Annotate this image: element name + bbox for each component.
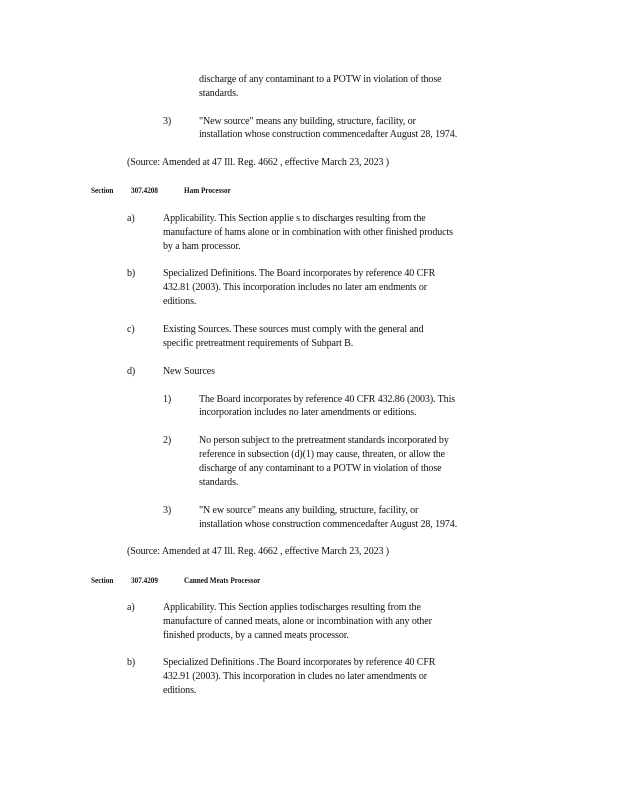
item-letter: b) <box>127 657 136 668</box>
body-line: installation whose construction commencedafter August 28, 1974. <box>199 129 458 140</box>
body-line: 432.81 (2003). This incorporation includes no later am endments or <box>163 282 427 293</box>
body-line: discharge of any contaminant to a POTW in violation of those <box>199 463 442 474</box>
body-line: "New source" means any building, structure, facility, or <box>199 116 416 127</box>
source-note: (Source: Amended at 47 Ill. Reg. 4662 , effective March 23, 2023 ) <box>127 157 390 168</box>
body-line: Specialized Definitions. The Board incorporates by reference 40 CFR <box>163 268 436 279</box>
section-number: 307.4208 <box>131 186 158 195</box>
body-line: incorporation includes no later amendments or editions. <box>199 407 417 418</box>
item-letter: d) <box>127 366 136 377</box>
body-line: Existing Sources. These sources must comply with the general and <box>163 324 424 335</box>
body-line: standards. <box>199 88 239 99</box>
body-line: editions. <box>163 296 197 307</box>
body-line: No person subject to the pretreatment standards incorporated by <box>199 435 449 446</box>
body-line: standards. <box>199 477 239 488</box>
item-letter: a) <box>127 602 135 613</box>
item-letter: a) <box>127 213 135 224</box>
body-line: Specialized Definitions .The Board incorporates by reference 40 CFR <box>163 657 436 668</box>
item-number: 1) <box>163 394 172 405</box>
body-line: Applicability. This Section applie s to discharges resulting from the <box>163 213 426 224</box>
source-note: (Source: Amended at 47 Ill. Reg. 4662 , effective March 23, 2023 ) <box>127 546 390 557</box>
body-line: The Board incorporates by reference 40 CFR 432.86 (2003). This <box>199 394 456 405</box>
body-line: specific pretreatment requirements of Subpart B. <box>163 338 354 349</box>
body-line: installation whose construction commencedafter August 28, 1974. <box>199 519 458 530</box>
body-line: discharge of any contaminant to a POTW in violation of those <box>199 74 442 85</box>
body-line: finished products, by a canned meats processor. <box>163 630 349 641</box>
body-line: by a ham processor. <box>163 241 241 252</box>
section-label: Section <box>91 576 114 585</box>
section-title: Canned Meats Processor <box>184 576 261 585</box>
body-line: manufacture of canned meats, alone or incombination with any other <box>163 616 432 627</box>
item-letter: c) <box>127 324 135 335</box>
body-line: editions. <box>163 685 197 696</box>
item-number: 2) <box>163 435 172 446</box>
body-line: "N ew source" means any building, structure, facility, or <box>199 505 419 516</box>
body-line: manufacture of hams alone or in combination with other finished products <box>163 227 453 238</box>
body-line: New Sources <box>163 366 215 377</box>
section-number: 307.4209 <box>131 576 158 585</box>
body-line: Applicability. This Section applies todischarges resulting from the <box>163 602 421 613</box>
item-number: 3) <box>163 116 172 127</box>
item-number: 3) <box>163 505 172 516</box>
section-label: Section <box>91 186 114 195</box>
item-letter: b) <box>127 268 136 279</box>
section-title: Ham Processor <box>184 186 231 195</box>
body-line: 432.91 (2003). This incorporation in cludes no later amendments or <box>163 671 427 682</box>
body-line: reference in subsection (d)(1) may cause, threaten, or allow the <box>199 449 445 460</box>
